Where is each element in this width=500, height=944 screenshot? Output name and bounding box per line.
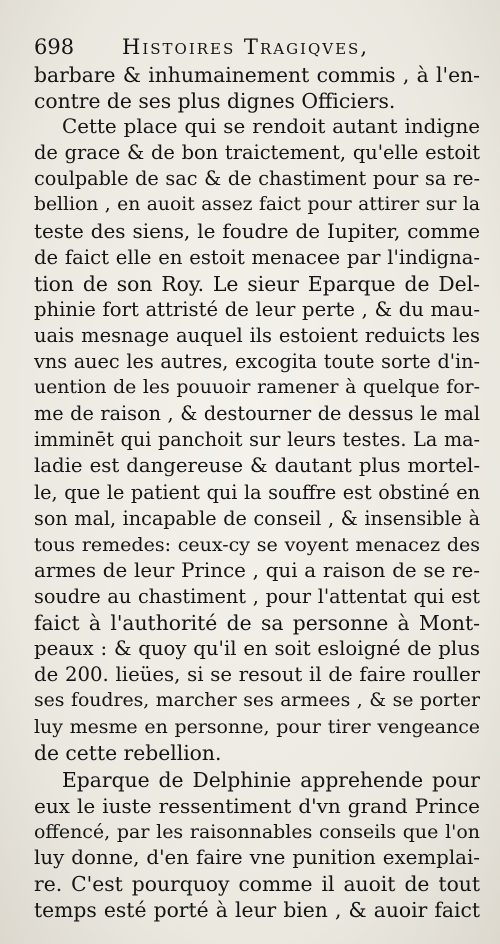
- text-line: de cette rebellion.: [34, 741, 222, 766]
- text-line: barbare & inhumainement commis , à l'en-: [34, 63, 480, 87]
- text-line: offencé, par les raisonnables conseils que l'on: [34, 820, 480, 843]
- text-line: le, que le patient qui la souffre est obstiné en: [34, 480, 480, 504]
- text-line: vns auec les autres, excogita toute sorte d'in-: [34, 350, 480, 374]
- text-line: temps esté porté à leur bien , & auoir faict: [34, 898, 480, 922]
- text-line: re. C'est pourquoy comme il auoit de tout: [34, 871, 480, 896]
- text-line: son mal, incapable de conseil , & insensible à: [34, 506, 480, 530]
- text-line: de grace & de bon traictement, qu'elle estoit: [34, 141, 480, 165]
- text-line: peaux : & quoy qu'il en soit esloigné de plus: [34, 637, 480, 661]
- text-line: de faict elle en estoit menacee par l'indigna-: [34, 245, 480, 269]
- text-line: ladie est dangereuse & dautant plus mortel-: [34, 454, 480, 478]
- text-line: uention de les pouuoir ramener à quelque for-: [34, 377, 480, 399]
- text-line: Cette place qui se rendoit autant indigne: [62, 115, 480, 139]
- text-line: teste des siens, le foudre de Iupiter, comme: [34, 219, 480, 243]
- text-line: uais mesnage auquel ils estoient reduicts les: [34, 323, 480, 347]
- text-line: eux le iuste ressentiment d'vn grand Prince: [34, 793, 480, 818]
- text-line: bellion , en auoit assez faict pour attirer sur la: [34, 194, 480, 216]
- text-line: coulpable de sac & de chastiment pour sa re-: [34, 167, 480, 191]
- body-text: [34, 62, 480, 923]
- text-line: ses foudres, marcher ses armees , & se porter: [34, 690, 480, 712]
- text-line: armes de leur Prince , qui a raison de se re-: [34, 558, 480, 582]
- text-line: luy donne, d'en faire vne punition exemplai-: [34, 845, 480, 869]
- text-line: de 200. lieües, si se resout il de faire rouller: [34, 663, 480, 687]
- text-line: me de raison , & destourner de dessus le mal: [34, 402, 480, 426]
- text-line: faict à l'authorité de sa personne à Mont-: [34, 610, 480, 635]
- text-line: contre de ses plus dignes Officiers.: [34, 89, 396, 114]
- text-line: luy mesme en personne, pour tirer vengeance: [34, 716, 480, 739]
- text-line: Eparque de Delphinie apprehende pour: [62, 767, 480, 792]
- text-line: imminēt qui panchoit sur leurs testes. La ma-: [34, 428, 480, 452]
- text-line: phinie fort attristé de leur perte , & du mau-: [34, 297, 480, 321]
- text-line: tion de son Roy. Le sieur Eparque de Del-: [34, 271, 480, 296]
- page-number: 698: [34, 35, 75, 59]
- text-line: tous remedes: ceux-cy se voyent menacez des: [34, 533, 480, 556]
- page-header: [34, 30, 490, 64]
- text-line: soudre au chastiment , pour l'attentat qui est: [34, 584, 480, 608]
- running-title: Histoires Tragiqves,: [122, 35, 370, 59]
